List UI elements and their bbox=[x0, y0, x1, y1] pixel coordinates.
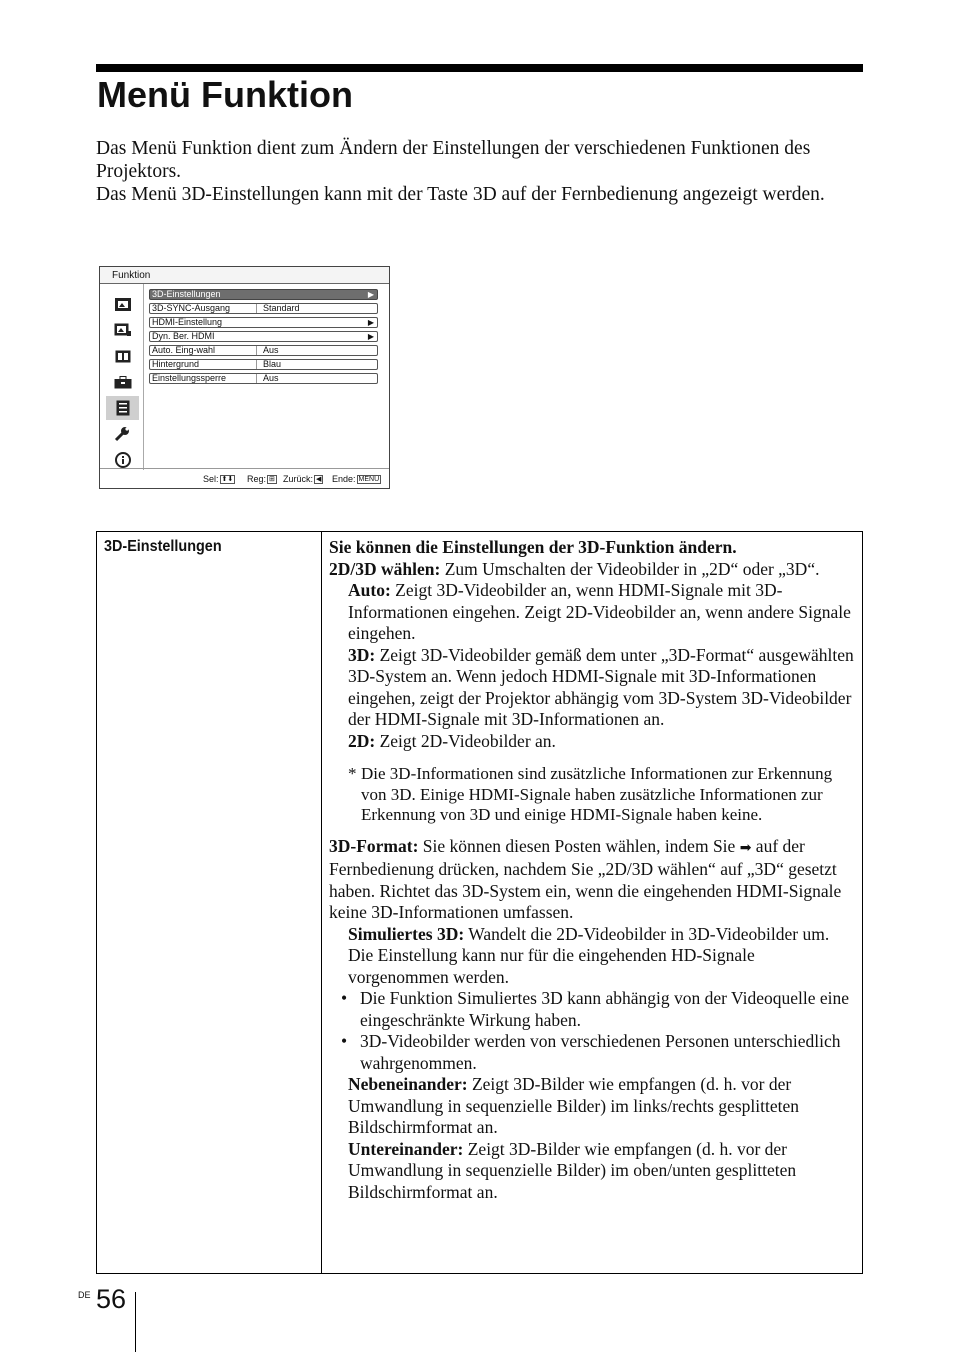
osd-item-3d-settings bbox=[149, 289, 378, 300]
osd-item-background bbox=[149, 359, 378, 370]
osd-menu-items bbox=[149, 289, 378, 387]
screen-icon bbox=[106, 344, 139, 368]
osd-item-label: Hintergrund bbox=[152, 359, 200, 369]
intro-paragraph: Das Menü 3D-Einstellungen kann mit der Taste 3D auf der Fernbedienung angezeigt werden. bbox=[96, 184, 825, 205]
osd-item-value: Standard bbox=[263, 303, 300, 313]
osd-menu-icons bbox=[100, 284, 144, 470]
osd-divider bbox=[256, 346, 257, 355]
back-key-icon: ◀ bbox=[316, 476, 322, 483]
osd-item-label: Auto. Eing-wahl bbox=[152, 345, 216, 355]
osd-item-hdmi-setting bbox=[149, 317, 378, 328]
footnote bbox=[329, 764, 857, 826]
side-by-side-text: Zeigt 3D-Bilder wie empfangen (d. h. vor der Umwandlung in sequenzielle Bilder) im links/rechts gesplitteten Bildschirmformat an. bbox=[348, 1074, 800, 1137]
settings-table bbox=[96, 531, 863, 1274]
page-number-rule bbox=[135, 1292, 136, 1352]
up-down-key-icon: ⬆⬇ bbox=[221, 476, 234, 483]
osd-footer bbox=[100, 468, 389, 488]
two-d-text: Zeigt 2D-Videobilder an. bbox=[379, 730, 556, 751]
bullet-item: • Die Funktion Simuliertes 3D kann abhängig von der Videoquelle eine eingeschränkte Wirkung haben. bbox=[341, 988, 850, 1030]
osd-item-label: Dyn. Ber. HDMI bbox=[152, 331, 215, 341]
table-term: 3D-Einstellungen bbox=[104, 538, 222, 555]
osd-item-lock bbox=[149, 373, 378, 384]
over-under-text: Zeigt 3D-Bilder wie empfangen (d. h. vor der Umwandlung in sequenzielle Bilder) im oben/unten gesplitteten Bildschirmformat an. bbox=[348, 1138, 797, 1202]
format-label: 3D-Format: bbox=[329, 835, 419, 856]
side-by-side-label: Nebeneinander: bbox=[348, 1074, 468, 1094]
advanced-picture-icon bbox=[106, 318, 139, 342]
menu-key-icon: MENU bbox=[358, 476, 380, 483]
osd-title: Funktion bbox=[112, 270, 151, 281]
simulated-text: Wandelt die 2D-Videobilder in 3D-Videobilder um. Die Einstellung kann nur für die eingehenden HD-Signale vorgenommen werden. bbox=[348, 923, 830, 987]
osd-item-dyn-range bbox=[149, 331, 378, 342]
osd-arrow-icon: ▶ bbox=[367, 318, 374, 327]
format-text-cont: auf der Fernbedienung drücken, nachdem Sie „2D/3D wählen“ auf „3D“ gesetzt haben. Richtet das 3D-System ein, wenn die eingehenden HDMI-Signale keine 3D-Informationen umfassen. bbox=[329, 835, 842, 922]
intro-text bbox=[96, 137, 866, 206]
osd-divider bbox=[256, 374, 257, 383]
osd-arrow-icon: ▶ bbox=[367, 290, 374, 299]
osd-footer-sel: Sel: ⬆⬇ bbox=[203, 474, 234, 484]
osd-divider bbox=[256, 304, 257, 313]
mode-text: Zum Umschalten der Videobilder in „2D“ oder „3D“. bbox=[444, 558, 820, 579]
osd-footer-end: Ende: MENU bbox=[332, 474, 380, 484]
footnote-text: Die 3D-Informationen sind zusätzliche Informationen zur Erkennung von 3D. Einige HDMI-Signale haben zusätzliche Informationen zur Erkennung von 3D und einige HDMI-Signale haben keine. bbox=[361, 764, 833, 824]
osd-arrow-icon: ▶ bbox=[367, 332, 374, 341]
mode-label: 2D/3D wählen: bbox=[329, 558, 441, 579]
auto-label: Auto: bbox=[348, 580, 391, 600]
bullet-icon: • bbox=[341, 988, 348, 1008]
table-column-divider bbox=[321, 532, 322, 1273]
intro-paragraph: Das Menü Funktion dient zum Ändern der Einstellungen der verschiedenen Funktionen des Projektors. bbox=[96, 138, 811, 182]
osd-item-label: 3D-Einstellungen bbox=[152, 289, 221, 299]
osd-title-bar bbox=[100, 267, 389, 284]
osd-item-value: Aus bbox=[263, 373, 279, 383]
three-d-text: Zeigt 3D-Videobilder gemäß dem unter „3D-Format“ ausgewählten 3D-System an. Wenn jedoch HDMI-Signale mit 3D-Informationen eingehen, zeigt der Projektor abhängig vom 3D-System 3D-Videobilder der HDMI-Signale mit 3D-Informationen an. bbox=[348, 644, 854, 729]
picture-icon bbox=[106, 292, 139, 316]
osd-divider bbox=[256, 360, 257, 369]
over-under-label: Untereinander: bbox=[348, 1138, 464, 1159]
osd-item-label: HDMI-Einstellung bbox=[152, 317, 223, 327]
osd-footer-back: Zurück: ◀ bbox=[283, 474, 322, 484]
osd-item-value: Aus bbox=[263, 345, 279, 355]
enter-key-icon: ⊞ bbox=[269, 476, 275, 483]
bullet-item: • 3D-Videobilder werden von verschiedenen Personen unterschiedlich wahrgenommen. bbox=[341, 1031, 841, 1073]
auto-text: Zeigt 3D-Videobilder an, wenn HDMI-Signale mit 3D-Informationen eingehen. Zeigt 2D-Videobilder an, wenn andere Signale eingehen. bbox=[348, 580, 851, 643]
page-number: 56 bbox=[96, 1284, 127, 1314]
three-d-label: 3D: bbox=[348, 644, 376, 665]
footnote-star: * bbox=[348, 764, 357, 783]
installation-icon bbox=[106, 422, 139, 446]
osd-footer-reg: Reg: ⊞ bbox=[247, 474, 275, 484]
osd-item-auto-input bbox=[149, 345, 378, 356]
osd-menu-screenshot bbox=[99, 266, 390, 489]
table-description bbox=[329, 537, 857, 1203]
right-arrow-icon: ➡ bbox=[739, 840, 752, 856]
osd-item-label: 3D-SYNC-Ausgang bbox=[152, 303, 231, 313]
title-rule bbox=[96, 64, 863, 72]
osd-item-label: Einstellungssperre bbox=[152, 373, 227, 383]
simulated-label: Simuliertes 3D: bbox=[348, 923, 465, 944]
page-language: DE bbox=[78, 1290, 91, 1300]
setup-icon bbox=[106, 370, 139, 394]
lead-text: Sie können die Einstellungen der 3D-Funktion ändern. bbox=[329, 537, 737, 557]
page-title: Menü Funktion bbox=[97, 74, 353, 115]
function-icon bbox=[106, 396, 139, 420]
two-d-label: 2D: bbox=[348, 730, 376, 751]
osd-item-3d-sync bbox=[149, 303, 378, 314]
osd-item-value: Blau bbox=[263, 359, 282, 369]
format-text: Sie können diesen Posten wählen, indem Sie bbox=[422, 835, 736, 856]
bullet-icon: • bbox=[341, 1031, 348, 1051]
